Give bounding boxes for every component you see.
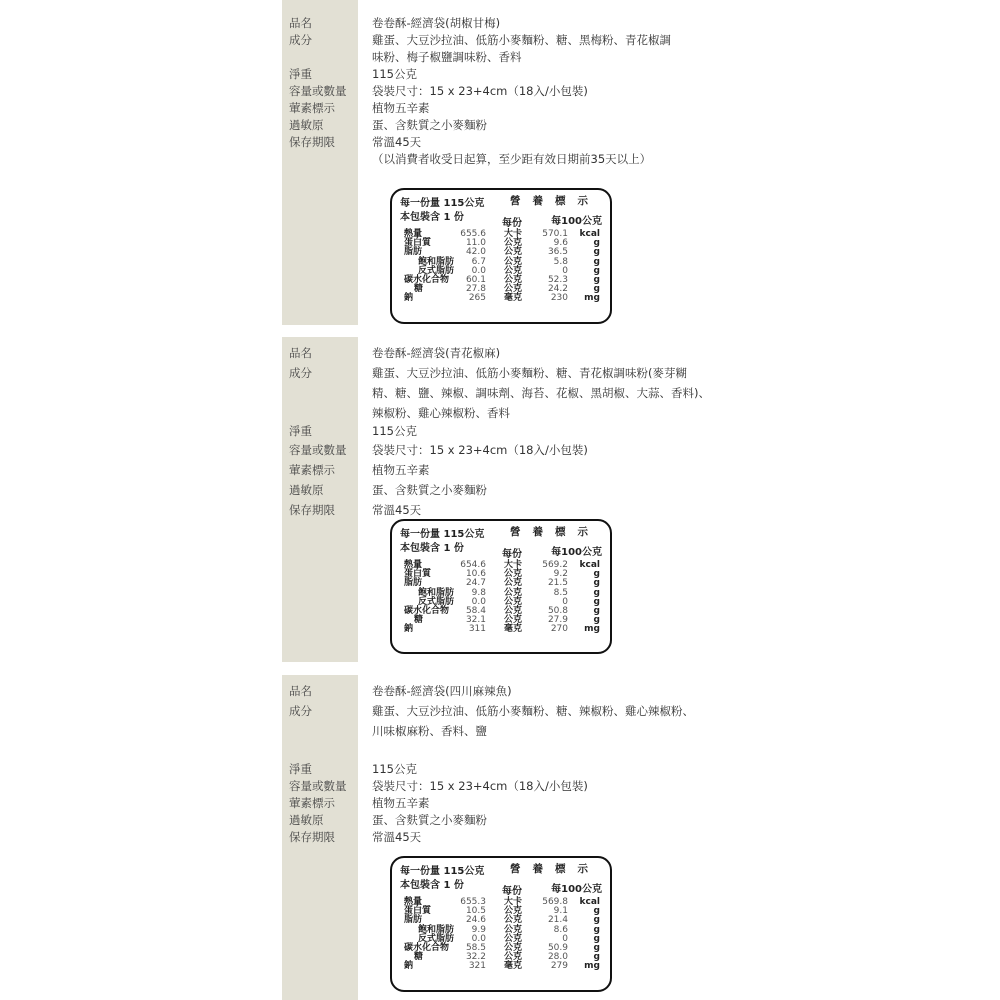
servings-per-package: 本包裝含 1 份 [400, 880, 464, 891]
ingredients-line: 雞蛋、大豆沙拉油、低筋小麥麵粉、糖、黑梅粉、青花椒調 [372, 33, 671, 47]
nutrition-table [390, 856, 612, 992]
labels-3 [289, 681, 347, 846]
per-100g-unit: g [593, 942, 600, 953]
nutrient-name: 反式脂肪 [418, 596, 455, 607]
nutrition-row [392, 239, 610, 248]
per-100g-value: 570.1 [542, 229, 568, 239]
label-allergen: 過敏原 [289, 813, 324, 827]
serving-size: 每一份量 115公克 [400, 529, 485, 540]
per-100g-unit: g [593, 256, 600, 267]
labels-1 [289, 15, 347, 151]
per-100g-unit: g [593, 265, 600, 276]
label-ingredients: 成分 [289, 366, 312, 380]
net-weight: 115公克 [372, 424, 417, 438]
per-serving-value: 11.0 [465, 238, 486, 249]
per-100g-value: 270 [550, 624, 568, 635]
per-serving-unit: 公克 [504, 578, 523, 589]
nutrient-name: 飽和脂肪 [418, 256, 455, 267]
per-serving-unit: 大卡 [504, 560, 523, 570]
nutrient-name: 碳水化合物 [404, 274, 450, 285]
ingredients-line: 味粉、梅子椒鹽調味粉、香料 [372, 50, 522, 64]
product-name: 卷卷酥-經濟袋(四川麻辣魚) [372, 684, 512, 698]
per-serving-value: 9.8 [471, 587, 486, 598]
per-serving-value: 32.2 [465, 952, 486, 963]
per-100g-value: 9.2 [553, 569, 568, 580]
per-serving-value: 311 [468, 624, 486, 635]
nutrition-row [392, 953, 610, 962]
values-3 [372, 681, 712, 846]
per-serving-value: 60.1 [465, 274, 486, 285]
per-serving-unit: 公克 [504, 942, 523, 953]
per-100g-unit: g [593, 915, 600, 926]
per-serving-unit: 公克 [504, 596, 523, 607]
nutrition-rows [392, 561, 610, 635]
per-serving-value: 0.0 [471, 265, 486, 276]
per-serving-unit: 公克 [504, 284, 523, 295]
per-100g-unit: g [593, 578, 600, 589]
per-serving-unit: 公克 [504, 615, 523, 626]
servings-per-package: 本包裝含 1 份 [400, 543, 464, 554]
capacity: 袋裝尺寸：15 x 23+4cm（18入/小包裝) [372, 443, 588, 457]
nutrition-row [392, 907, 610, 916]
per-serving-value: 24.6 [465, 915, 486, 926]
label-allergen: 過敏原 [289, 483, 324, 497]
ingredients-line: 精、糖、鹽、辣椒、調味劑、海苔、花椒、黑胡椒、大蒜、香料)、 [372, 386, 710, 400]
per-serving-value: 24.7 [465, 578, 486, 589]
per-100g-header: 每100公克 [551, 216, 602, 227]
nutrition-title: 營養標示 [510, 195, 600, 207]
label-shelf-life: 保存期限 [289, 135, 335, 149]
serving-size: 每一份量 115公克 [400, 866, 485, 877]
per-serving-unit: 大卡 [504, 229, 523, 239]
nutrition-row [392, 276, 610, 285]
per-100g-value: 21.4 [547, 915, 568, 926]
per-100g-value: 27.9 [547, 615, 568, 626]
nutrient-name: 熱量 [404, 560, 423, 570]
per-serving-unit: 公克 [504, 906, 523, 917]
per-serving-value: 6.7 [471, 256, 486, 267]
per-serving-value: 655.6 [460, 229, 486, 239]
nutrition-row [392, 570, 610, 579]
label-name: 品名 [289, 684, 312, 698]
nutrition-row [392, 285, 610, 294]
per-100g-value: 50.9 [547, 942, 568, 953]
serving-size: 每一份量 115公克 [400, 198, 485, 209]
nutrient-name: 脂肪 [404, 247, 423, 258]
servings-per-package: 本包裝含 1 份 [400, 212, 464, 223]
nutrient-name: 鈉 [404, 293, 414, 304]
values-1 [372, 15, 712, 168]
per-serving-value: 27.8 [465, 284, 486, 295]
per-serving-value: 0.0 [471, 596, 486, 607]
label-capacity: 容量或數量 [289, 84, 347, 98]
label-net-weight: 淨重 [289, 762, 312, 776]
per-serving-value: 655.3 [460, 897, 486, 907]
ingredients-line: 雞蛋、大豆沙拉油、低筋小麥麵粉、糖、青花椒調味粉(麥芽糊 [372, 366, 687, 380]
per-100g-unit: kcal [579, 229, 600, 239]
label-vegetarian: 葷素標示 [289, 463, 335, 477]
label-vegetarian: 葷素標示 [289, 796, 335, 810]
label-ingredients: 成分 [289, 33, 312, 47]
nutrition-rows [392, 898, 610, 972]
per-serving-value: 654.6 [460, 560, 486, 570]
per-100g-unit: mg [584, 293, 600, 304]
nutrient-name: 反式脂肪 [418, 265, 455, 276]
per-100g-unit: kcal [579, 897, 600, 907]
per-serving-value: 9.9 [471, 924, 486, 935]
per-100g-value: 5.8 [553, 256, 568, 267]
per-serving-value: 42.0 [465, 247, 486, 258]
nutrient-name: 脂肪 [404, 915, 423, 926]
per-serving-unit: 公克 [504, 587, 523, 598]
per-100g-value: 21.5 [547, 578, 568, 589]
per-100g-unit: g [593, 569, 600, 580]
per-100g-value: 9.6 [553, 238, 568, 249]
per-serving-value: 58.5 [465, 942, 486, 953]
per-100g-header: 每100公克 [551, 884, 602, 895]
per-100g-value: 279 [550, 961, 568, 972]
per-100g-value: 569.8 [542, 897, 568, 907]
shelf-life: 常溫45天 [372, 135, 422, 149]
nutrient-name: 糖 [414, 615, 424, 626]
nutrition-row [392, 616, 610, 625]
product-name: 卷卷酥-經濟袋(青花椒麻) [372, 346, 501, 360]
per-100g-value: 569.2 [542, 560, 568, 570]
per-100g-value: 28.0 [547, 952, 568, 963]
vegetarian: 植物五辛素 [372, 463, 430, 477]
per-serving-header: 每份 [502, 886, 522, 897]
label-allergen: 過敏原 [289, 118, 324, 132]
nutrient-name: 蛋白質 [404, 569, 432, 580]
nutrient-name: 熱量 [404, 897, 423, 907]
shelf-note: （以消費者收受日起算，至少距有效日期前35天以上） [372, 152, 652, 166]
label-shelf-life: 保存期限 [289, 830, 335, 844]
per-100g-unit: mg [584, 624, 600, 635]
per-serving-unit: 毫克 [504, 961, 523, 972]
label-shelf-life: 保存期限 [289, 503, 335, 517]
nutrition-title: 營養標示 [510, 526, 600, 538]
nutrient-name: 蛋白質 [404, 238, 432, 249]
nutrient-name: 糖 [414, 284, 424, 295]
vegetarian: 植物五辛素 [372, 101, 430, 115]
per-100g-unit: g [593, 605, 600, 616]
per-serving-header: 每份 [502, 218, 522, 229]
per-serving-value: 265 [468, 293, 486, 304]
capacity: 袋裝尺寸：15 x 23+4cm（18入/小包裝) [372, 84, 588, 98]
ingredients-line: 辣椒粉、雞心辣椒粉、香料 [372, 406, 510, 420]
per-100g-value: 0 [562, 933, 568, 944]
net-weight: 115公克 [372, 67, 417, 81]
nutrient-name: 脂肪 [404, 578, 423, 589]
values-2 [372, 343, 712, 520]
per-100g-unit: g [593, 924, 600, 935]
shelf-life: 常溫45天 [372, 503, 422, 517]
label-name: 品名 [289, 16, 312, 30]
per-100g-unit: g [593, 587, 600, 598]
per-100g-value: 24.2 [547, 284, 568, 295]
nutrition-row [392, 625, 610, 634]
per-100g-unit: g [593, 284, 600, 295]
nutrient-name: 飽和脂肪 [418, 587, 455, 598]
per-serving-unit: 公克 [504, 952, 523, 963]
nutrient-name: 鈉 [404, 624, 414, 635]
per-100g-value: 36.5 [547, 247, 568, 258]
nutrient-name: 碳水化合物 [404, 605, 450, 616]
per-serving-unit: 公克 [504, 605, 523, 616]
per-serving-header: 每份 [502, 549, 522, 560]
nutrition-rows [392, 230, 610, 304]
ingredients-line: 川味椒麻粉、香料、鹽 [372, 724, 487, 738]
per-100g-value: 52.3 [547, 274, 568, 285]
nutrition-row [392, 962, 610, 971]
label-ingredients: 成分 [289, 704, 312, 718]
per-serving-unit: 毫克 [504, 624, 523, 635]
per-100g-value: 0 [562, 596, 568, 607]
ingredients-line: 雞蛋、大豆沙拉油、低筋小麥麵粉、糖、辣椒粉、雞心辣椒粉、 [372, 704, 694, 718]
label-net-weight: 淨重 [289, 67, 312, 81]
per-serving-unit: 公克 [504, 915, 523, 926]
nutrition-title: 營養標示 [510, 863, 600, 875]
net-weight: 115公克 [372, 762, 417, 776]
per-100g-value: 8.5 [553, 587, 568, 598]
per-100g-unit: g [593, 274, 600, 285]
nutrient-name: 鈉 [404, 961, 414, 972]
per-100g-value: 230 [550, 293, 568, 304]
per-100g-unit: mg [584, 961, 600, 972]
per-100g-unit: g [593, 615, 600, 626]
nutrient-name: 反式脂肪 [418, 933, 455, 944]
nutrient-name: 蛋白質 [404, 906, 432, 917]
label-net-weight: 淨重 [289, 424, 312, 438]
per-100g-unit: g [593, 247, 600, 258]
per-serving-unit: 公克 [504, 238, 523, 249]
product-name: 卷卷酥-經濟袋(胡椒甘梅) [372, 16, 501, 30]
per-100g-value: 8.6 [553, 924, 568, 935]
allergen: 蛋、含麩質之小麥麵粉 [372, 813, 487, 827]
capacity: 袋裝尺寸：15 x 23+4cm（18入/小包裝) [372, 779, 588, 793]
per-serving-value: 321 [468, 961, 486, 972]
per-serving-value: 10.5 [465, 906, 486, 917]
per-serving-unit: 公克 [504, 247, 523, 258]
per-serving-unit: 毫克 [504, 293, 523, 304]
nutrition-row [392, 944, 610, 953]
shelf-life: 常溫45天 [372, 830, 422, 844]
per-100g-unit: g [593, 906, 600, 917]
per-serving-unit: 公克 [504, 265, 523, 276]
per-serving-unit: 公克 [504, 569, 523, 580]
per-serving-unit: 公克 [504, 933, 523, 944]
label-capacity: 容量或數量 [289, 443, 347, 457]
per-100g-value: 0 [562, 265, 568, 276]
label-capacity: 容量或數量 [289, 779, 347, 793]
per-serving-value: 10.6 [465, 569, 486, 580]
per-100g-unit: g [593, 933, 600, 944]
nutrition-row [392, 294, 610, 303]
per-serving-unit: 大卡 [504, 897, 523, 907]
per-serving-unit: 公克 [504, 924, 523, 935]
nutrient-name: 熱量 [404, 229, 423, 239]
per-serving-unit: 公克 [504, 274, 523, 285]
nutrient-name: 飽和脂肪 [418, 924, 455, 935]
per-100g-unit: kcal [579, 560, 600, 570]
allergen: 蛋、含麩質之小麥麵粉 [372, 483, 487, 497]
per-100g-unit: g [593, 952, 600, 963]
per-serving-value: 58.4 [465, 605, 486, 616]
nutrition-table [390, 519, 612, 654]
label-vegetarian: 葷素標示 [289, 101, 335, 115]
nutrition-table [390, 188, 612, 324]
vegetarian: 植物五辛素 [372, 796, 430, 810]
per-100g-value: 9.1 [553, 906, 568, 917]
per-serving-unit: 公克 [504, 256, 523, 267]
per-100g-unit: g [593, 238, 600, 249]
per-serving-value: 0.0 [471, 933, 486, 944]
per-serving-value: 32.1 [465, 615, 486, 626]
labels-2 [289, 343, 347, 520]
label-name: 品名 [289, 346, 312, 360]
per-100g-header: 每100公克 [551, 547, 602, 558]
nutrient-name: 碳水化合物 [404, 942, 450, 953]
nutrition-row [392, 607, 610, 616]
per-100g-value: 50.8 [547, 605, 568, 616]
nutrient-name: 糖 [414, 952, 424, 963]
per-100g-unit: g [593, 596, 600, 607]
allergen: 蛋、含麩質之小麥麵粉 [372, 118, 487, 132]
